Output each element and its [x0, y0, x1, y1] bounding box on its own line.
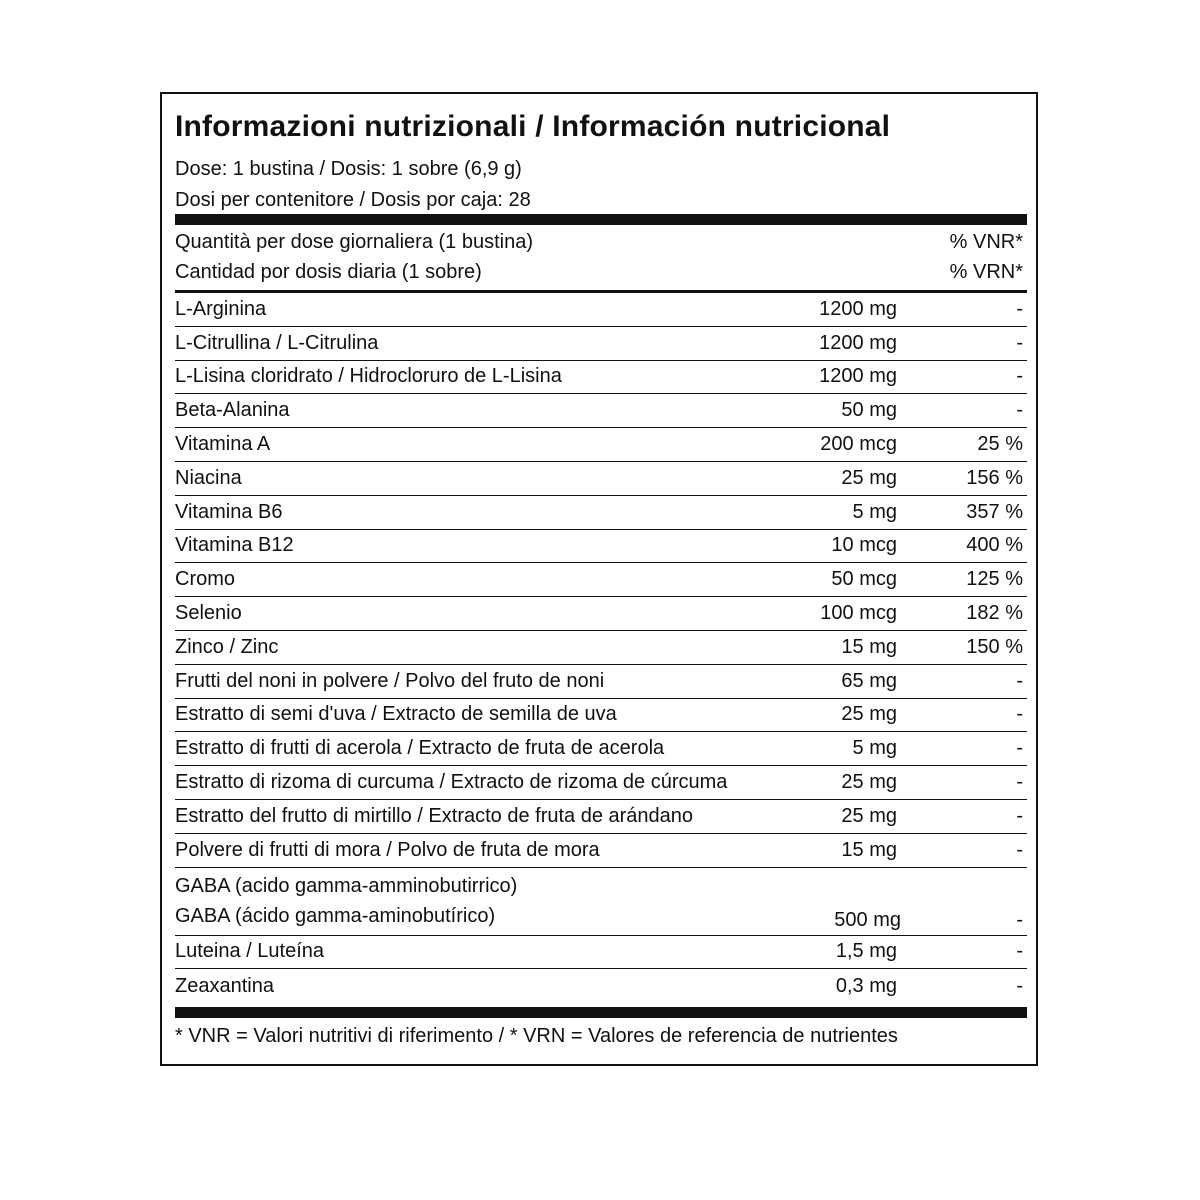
nutrient-pct: - — [1016, 331, 1023, 354]
header-label-spanish: Cantidad por dosis diaria (1 sobre) — [175, 261, 482, 283]
nutrient-row — [175, 800, 1027, 834]
nutrient-name: Vitamina A — [175, 433, 271, 456]
nutrient-amount: 15 mg — [841, 838, 897, 861]
nutrient-pct: - — [1016, 399, 1023, 422]
nutrient-name: Vitamina B12 — [175, 534, 294, 557]
nutrient-name: Estratto di frutti di acerola / Extracto de fruta de acerola — [175, 737, 665, 760]
column-header-spanish — [175, 257, 1027, 287]
nutrient-pct: 125 % — [966, 568, 1023, 591]
nutrient-name: Estratto di rizoma di curcuma / Extracto de rizoma de cúrcuma — [175, 771, 728, 794]
nutrient-name: Cromo — [175, 568, 236, 591]
nutrient-name: Zeaxantina — [175, 974, 274, 997]
nutrient-pct: - — [1016, 737, 1023, 760]
nutrient-pct: 156 % — [966, 466, 1023, 489]
nutrient-amount: 50 mg — [841, 399, 897, 422]
nutrient-name: Estratto di semi d'uva / Extracto de semilla de uva — [175, 703, 617, 726]
nutrient-amount: 200 mcg — [820, 433, 897, 456]
nutrient-amount: 25 mg — [841, 804, 897, 827]
nutrient-row — [175, 327, 1027, 361]
nutrient-pct: - — [1016, 771, 1023, 794]
nutrient-pct: 25 % — [977, 433, 1023, 456]
nutrient-pct: - — [1016, 669, 1023, 692]
nutrient-pct: - — [1016, 804, 1023, 827]
nutrient-row — [175, 563, 1027, 597]
nutrient-name: Polvere di frutti di mora / Polvo de fruta de mora — [175, 838, 600, 861]
nutrient-pct: 150 % — [966, 635, 1023, 658]
nutrient-name: Frutti del noni in polvere / Polvo del fruto de noni — [175, 669, 605, 692]
footnote: * VNR = Valori nutritivi di riferimento / * VRN = Valores de referencia de nutrientes — [175, 1025, 898, 1048]
nutrient-name: Niacina — [175, 466, 242, 489]
nutrient-name: Selenio — [175, 602, 242, 625]
column-header-italian — [175, 227, 1027, 257]
header-pct-vrn: % VRN* — [949, 261, 1023, 283]
nutrient-amount: 5 mg — [852, 737, 897, 760]
nutrient-amount: 65 mg — [841, 669, 897, 692]
nutrient-row — [175, 699, 1027, 733]
nutrient-amount: 1200 mg — [819, 365, 897, 388]
nutrient-pct: 182 % — [966, 602, 1023, 625]
nutrient-name: Luteina / Luteína — [175, 940, 325, 963]
nutrient-name: Estratto del frutto di mirtillo / Extracto de fruta de arándano — [175, 804, 694, 827]
nutrient-name: L-Lisina cloridrato / Hidrocloruro de L-Lisina — [175, 365, 562, 388]
nutrient-amount: 1200 mg — [819, 297, 897, 320]
header-label-italian: Quantità per dose giornaliera (1 bustina) — [175, 231, 533, 253]
nutrient-amount: 1,5 mg — [835, 940, 897, 963]
nutrient-row — [175, 732, 1027, 766]
nutrient-amount: 25 mg — [841, 771, 897, 794]
nutrient-pct: - — [1016, 940, 1023, 963]
nutrient-amount: 15 mg — [841, 635, 897, 658]
nutrient-row — [175, 428, 1027, 462]
nutrient-amount: 500 mg — [834, 908, 901, 931]
nutrient-pct: 357 % — [966, 500, 1023, 523]
nutrient-pct: - — [1016, 908, 1023, 931]
nutrient-pct: 400 % — [966, 534, 1023, 557]
nutrient-row — [175, 969, 1027, 1003]
gaba-name-italian: GABA (acido gamma-amminobutirrico) — [175, 875, 518, 898]
nutrient-row — [175, 496, 1027, 530]
nutrient-row — [175, 462, 1027, 496]
nutrient-amount: 100 mcg — [820, 602, 897, 625]
nutrient-amount: 0,3 mg — [835, 974, 897, 997]
nutrient-pct: - — [1016, 365, 1023, 388]
bottom-divider-bar — [175, 1007, 1027, 1018]
nutrient-amount: 10 mcg — [831, 534, 897, 557]
nutrient-name: Zinco / Zinc — [175, 635, 279, 658]
nutrient-row — [175, 394, 1027, 428]
nutrition-facts-panel — [160, 92, 1038, 1066]
nutrient-row — [175, 766, 1027, 800]
nutrient-name: L-Citrullina / L-Citrulina — [175, 331, 379, 354]
nutrient-row — [175, 665, 1027, 699]
nutrient-pct: - — [1016, 703, 1023, 726]
nutrient-row — [175, 597, 1027, 631]
nutrient-name: L-Arginina — [175, 297, 267, 320]
serving-dose: Dose: 1 bustina / Dosis: 1 sobre (6,9 g) — [175, 158, 522, 180]
nutrient-row — [175, 936, 1027, 970]
nutrient-row-gaba — [175, 868, 1027, 936]
nutrient-pct: - — [1016, 838, 1023, 861]
nutrient-pct: - — [1016, 974, 1023, 997]
nutrient-amount: 25 mg — [841, 703, 897, 726]
nutrient-amount: 5 mg — [852, 500, 897, 523]
nutrient-pct: - — [1016, 297, 1023, 320]
nutrient-amount: 1200 mg — [819, 331, 897, 354]
nutrient-name: Vitamina B6 — [175, 500, 283, 523]
servings-per-container: Dosi per contenitore / Dosis por caja: 28 — [175, 189, 531, 211]
nutrient-amount: 25 mg — [841, 466, 897, 489]
nutrient-row — [175, 530, 1027, 564]
nutrient-row — [175, 361, 1027, 395]
gaba-name-spanish: GABA (ácido gamma-aminobutírico) — [175, 905, 496, 928]
nutrient-row — [175, 834, 1027, 868]
nutrient-rows — [175, 293, 1027, 1003]
nutrient-row — [175, 293, 1027, 327]
nutrient-amount: 50 mcg — [831, 568, 897, 591]
nutrient-name: Beta-Alanina — [175, 399, 290, 422]
nutrition-title: Informazioni nutrizionali / Información nutricional — [175, 110, 891, 143]
nutrient-name — [175, 868, 741, 935]
header-pct-vnr: % VNR* — [949, 231, 1023, 253]
nutrient-row — [175, 631, 1027, 665]
nutrition-facts-content — [175, 94, 1027, 1054]
